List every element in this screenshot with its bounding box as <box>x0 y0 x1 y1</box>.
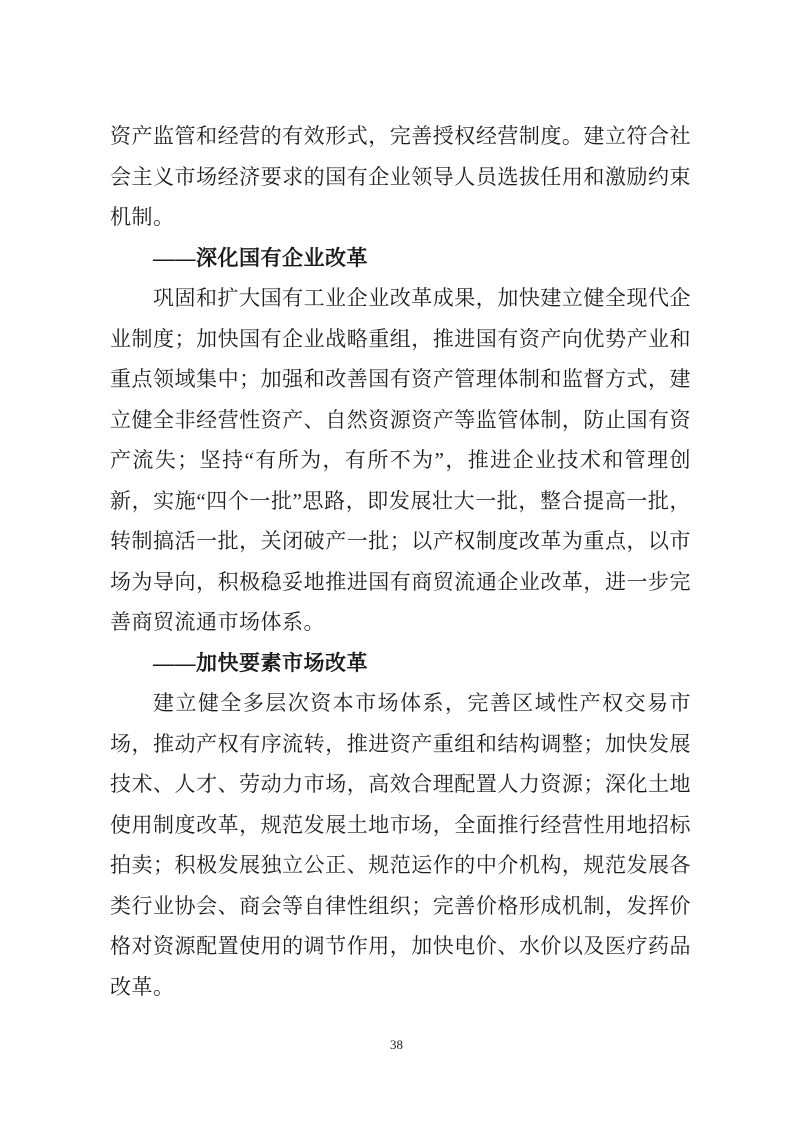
section-heading-factor-market-reform: ——加快要素市场改革 <box>153 650 368 675</box>
page-number: 38 <box>390 1037 403 1052</box>
paragraph-factor-market-reform: 建立健全多层次资本市场体系，完善区域性产权交易市场，推动产权有序流转，推进资产重组和结构调整；加快发展技术、人才、劳动力市场，高效合理配置人力资源；深化土地使用制度改革，规范发展土地市场，全面推行经营性用地招标拍卖；积极发展独立公正、规范运作的中介机构，规范发展各类行业协会、商会等自律性组织；完善价格形成机制，发挥价格对资源配置使用的调节作用，加快电价、水价以及医疗药品改革。 <box>110 691 691 999</box>
section-heading-soe-reform: ——深化国有企业改革 <box>153 245 368 270</box>
text-content <box>110 116 691 1007</box>
paragraph-continuation: 资产监管和经营的有效形式，完善授权经营制度。建立符合社会主义市场经济要求的国有企业领导人员选拔任用和激励约束机制。 <box>110 124 691 229</box>
paragraph-soe-reform: 巩固和扩大国有工业企业改革成果，加快建立健全现代企业制度；加快国有企业战略重组，推进国有资产向优势产业和重点领域集中；加强和改善国有资产管理体制和监督方式，建立健全非经营性资产、自然资源资产等监管体制，防止国有资产流失；坚持“有所为，有所不为”，推进企业技术和管理创新，实施“四个一批”思路，即发展壮大一批，整合提高一批，转制搞活一批，关闭破产一批；以产权制度改革为重点，以市场为导向，积极稳妥地推进国有商贸流通企业改革，进一步完善商贸流通市场体系。 <box>110 286 691 634</box>
